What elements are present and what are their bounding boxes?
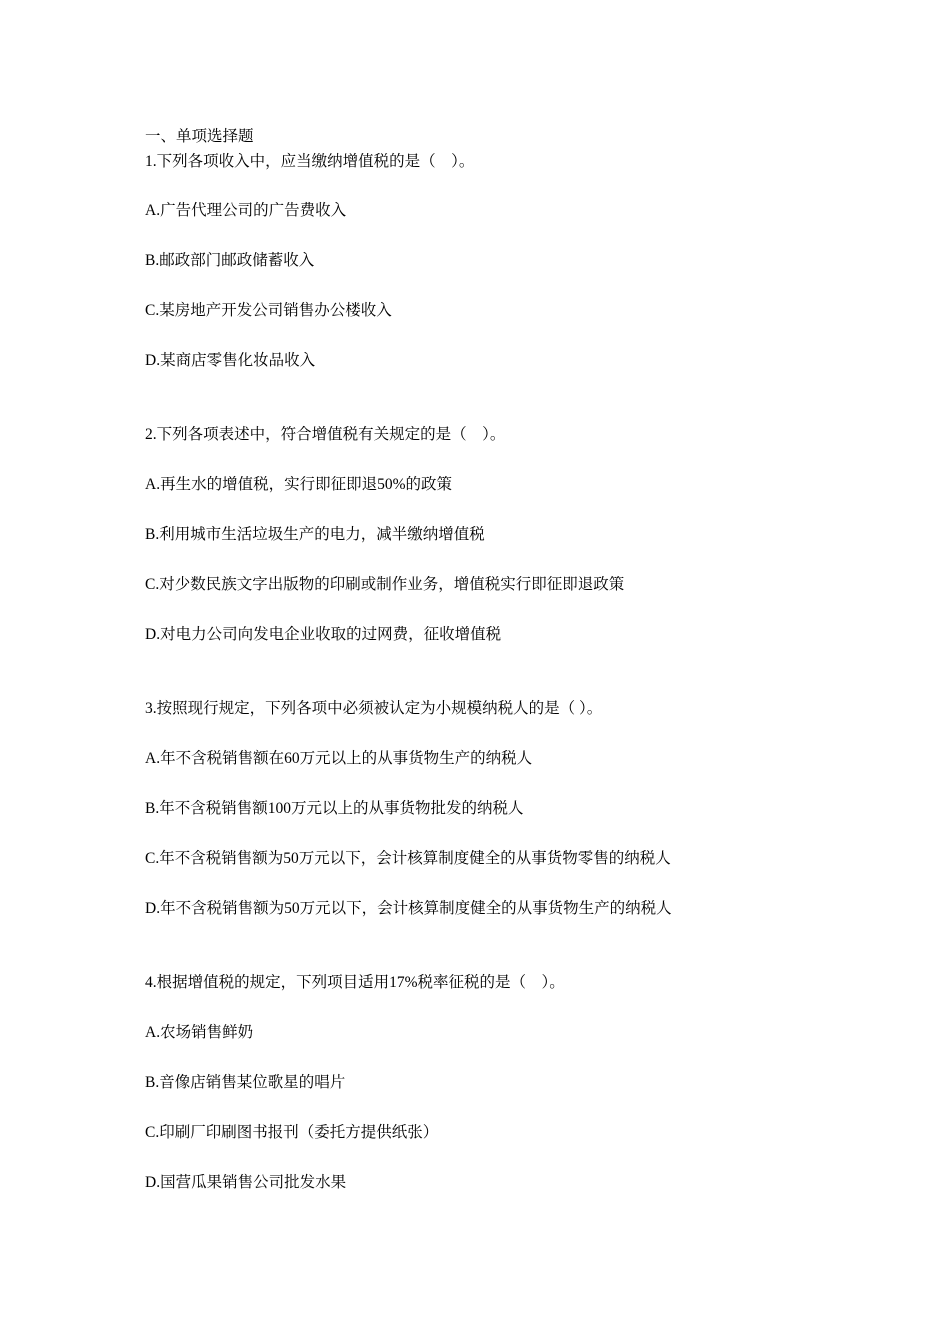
- question-1-option-b: B.邮政部门邮政储蓄收入: [145, 252, 315, 269]
- question-2-option-a: A.再生水的增值税，实行即征即退50%的政策: [145, 476, 452, 493]
- section-title: 一、单项选择题: [145, 128, 254, 145]
- question-4-option-a: A.农场销售鲜奶: [145, 1024, 254, 1041]
- document-page: [145, 126, 845, 1194]
- question-3-option-b: B.年不含税销售额100万元以上的从事货物批发的纳税人: [145, 800, 524, 817]
- question-3-stem: 3.按照现行规定，下列各项中必须被认定为小规模纳税人的是（ ）。: [145, 700, 603, 717]
- question-2-option-d: D.对电力公司向发电企业收取的过网费，征收增值税: [145, 626, 502, 643]
- question-2-stem: 2.下列各项表述中，符合增值税有关规定的是（ ）。: [145, 426, 506, 443]
- question-3-option-a: A.年不含税销售额在60万元以上的从事货物生产的纳税人: [145, 750, 533, 767]
- question-1-option-d: D.某商店零售化妆品收入: [145, 352, 316, 369]
- question-4-option-b: B.音像店销售某位歌星的唱片: [145, 1074, 346, 1091]
- question-2-option-b: B.利用城市生活垃圾生产的电力，减半缴纳增值税: [145, 526, 485, 543]
- question-2-option-c: C.对少数民族文字出版物的印刷或制作业务，增值税实行即征即退政策: [145, 576, 625, 593]
- question-3-option-d: D.年不含税销售额为50万元以下，会计核算制度健全的从事货物生产的纳税人: [145, 900, 672, 917]
- question-1-option-c: C.某房地产开发公司销售办公楼收入: [145, 302, 392, 319]
- question-4-stem: 4.根据增值税的规定，下列项目适用17%税率征税的是（ ）。: [145, 974, 565, 991]
- question-1-stem: 1.下列各项收入中，应当缴纳增值税的是（ ）。: [145, 153, 475, 170]
- question-3-option-c: C.年不含税销售额为50万元以下，会计核算制度健全的从事货物零售的纳税人: [145, 850, 671, 867]
- question-4-option-d: D.国营瓜果销售公司批发水果: [145, 1174, 347, 1191]
- question-1-option-a: A.广告代理公司的广告费收入: [145, 202, 347, 219]
- question-4-option-c: C.印刷厂印刷图书报刊（委托方提供纸张）: [145, 1124, 439, 1141]
